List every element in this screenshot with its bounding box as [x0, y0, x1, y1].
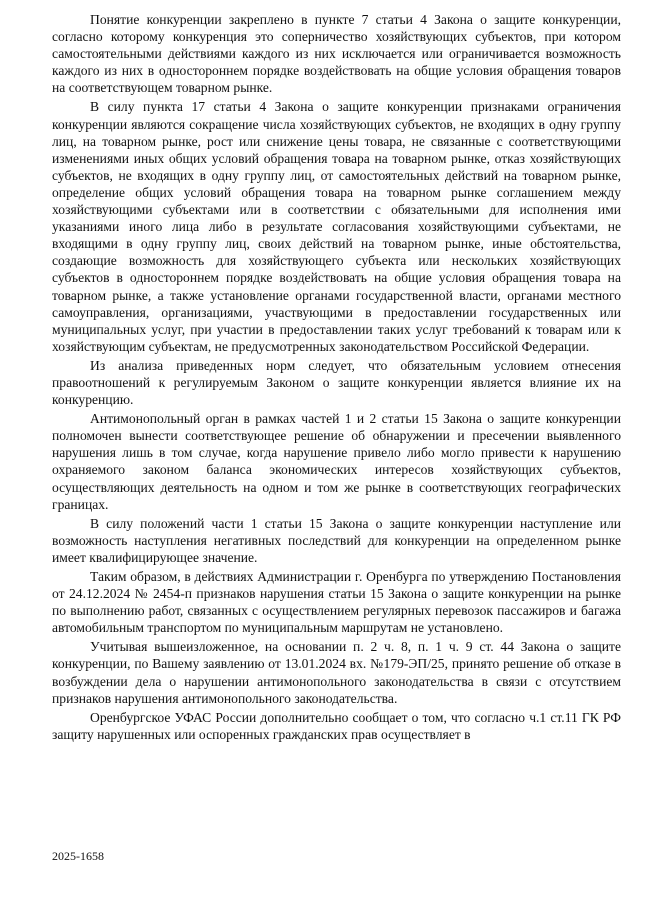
paragraph-restriction-signs: В силу пункта 17 статьи 4 Закона о защите конкуренции признаками ограничения конкуренции являются сокращение числа хозяйствующих субъектов, не входящих в одну группу лиц, на товарном рынке, рост или снижение цены товара, не связанные с соответствующими изменениями иных общих условий обращения товара на товарном рынке, отказ хозяйствующих субъектов, не входящих в одну группу лиц, от самостоятельных действий на товарном рынке, определение общих условий обращения товара на товарном рынке соглашением между хозяйствующими субъектами или в соответствии с обязательными для исполнения ими указаниями иного лица либо в результате согласования хозяйствующими субъектами, не входящими в одну группу лиц, своих действий на товарном рынке, иные обстоятельства, создающие возможность для хозяйствующего субъекта или нескольких хозяйствующих субъектов в одностороннем порядке воздействовать на общие условия обращения товара на товарном рынке, а также установление органами государственной власти, органами местного самоуправления, организациями, участвующими в предоставлении государственных или муниципальных услуг, при участии в предоставлении таких услуг требований к товарам или к хозяйствующим субъектам, не предусмотренных законодательством Российской Федерации. [52, 99, 621, 354]
document-footer-code: 2025-1658 [52, 849, 104, 863]
paragraph-analysis-conclusion: Из анализа приведенных норм следует, что обязательным условием отнесения правоотношений к регулируемым Законом о защите конкуренции является влияние их на конкуренцию. [52, 357, 621, 408]
paragraph-administration-actions: Таким образом, в действиях Администрации г. Оренбурга по утверждению Постановления от 24.12.2024 № 2454-п признаков нарушения статьи 15 Закона о защите конкуренции на рынке по выполнению работ, связанных с осуществлением регулярных перевозок пассажиров и багажа автомобильным транспортом по муниципальным маршрутам не установлено. [52, 569, 621, 636]
paragraph-negative-consequences: В силу положений части 1 статьи 15 Закона о защите конкуренции наступление или возможность наступления негативных последствий для конкуренции на определенном рынке имеет квалифицирующее значение. [52, 515, 621, 565]
paragraph-antimonopoly-authority: Антимонопольный орган в рамках частей 1 и 2 статьи 15 Закона о защите конкуренции полномочен вынести соответствующее решение об обнаружении и пресечении выявленного нарушения лишь в том случае, когда нарушение привело либо могло привести к нарушению охраняемого законом баланса экономических интересов хозяйствующих субъектов, осуществляющих деятельность на одном и том же рынке в соответствующих географических границах. [52, 411, 621, 512]
paragraph-decision-refusal: Учитывая вышеизложенное, на основании п. 2 ч. 8, п. 1 ч. 9 ст. 44 Закона о защите конкуренции, по Вашему заявлению от 13.01.2024 вх. №179-ЭП/25, принято решение об отказе в возбуждении дела о нарушении антимонопольного законодательства в связи с отсутствием признаков нарушения антимонопольного законодательства. [52, 639, 621, 706]
paragraph-competition-definition: Понятие конкуренции закреплено в пункте 7 статьи 4 Закона о защите конкуренции, согласно которому конкуренция это соперничество хозяйствующих субъектов, при котором самостоятельными действиями каждого из них исключается или ограничивается возможность каждого из них в одностороннем порядке воздействовать на общие условия обращения товаров на соответствующем товарном рынке. [52, 12, 621, 96]
paragraph-additional-notice: Оренбургское УФАС России дополнительно сообщает о том, что согласно ч.1 ст.11 ГК РФ защиту нарушенных или оспоренных гражданских прав осуществляет в [52, 709, 621, 742]
